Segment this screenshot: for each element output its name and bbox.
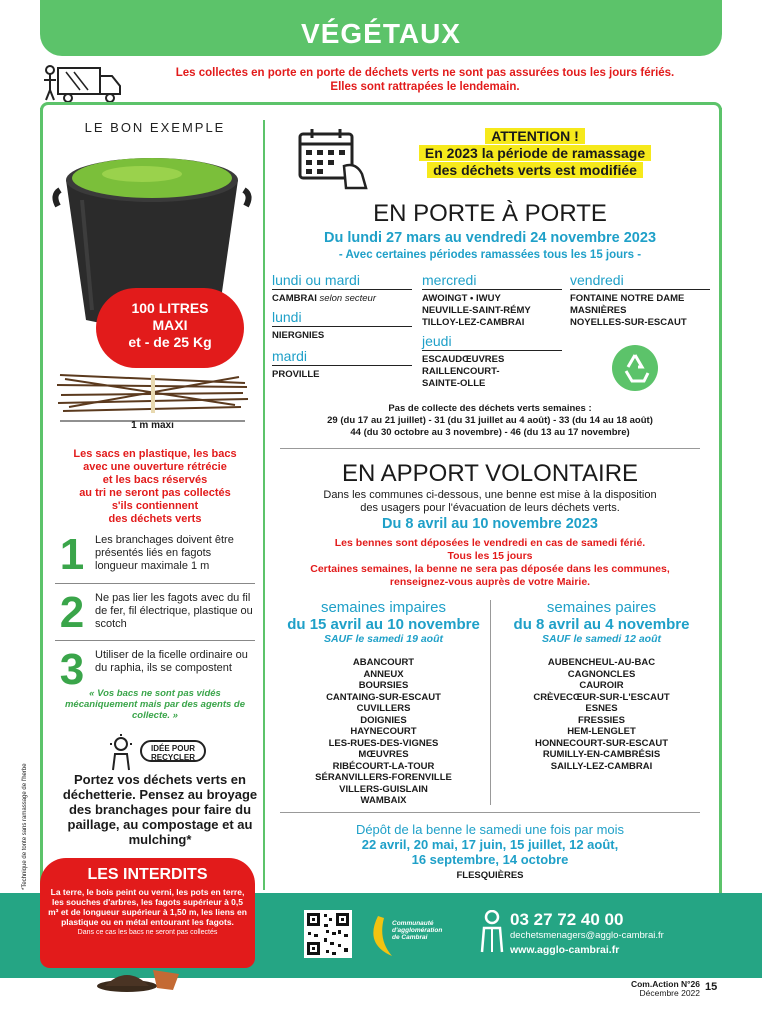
step-number: 2 [59,588,85,637]
contact-person-icon [478,910,506,954]
town: HEM-LENGLET [567,726,636,737]
town-list: ESCAUDŒUVRES RAILLENCOURT- SAINTE-OLLE [422,354,505,389]
interdits-title: LES INTERDITS [87,866,208,883]
town: CRÈVECŒUR-SUR-L'ESCAUT [533,691,670,703]
town: AUBENCHEUL-AU-BAC [547,657,656,668]
magazine-info: Com.Action N°26 Décembre 2022 [630,979,700,998]
step-separator [55,640,255,641]
step-1 [55,532,255,588]
step-number: 1 [59,530,85,579]
even-weeks-title: semaines paires [546,599,657,616]
apport-dates: Du 8 avril au 10 novembre 2023 [382,516,598,532]
town: MŒUVRES [358,749,409,760]
town: DOIGNIES [360,714,407,726]
town: CANTAING-SUR-ESCAUT [326,691,441,703]
website-link[interactable]: www.agglo-cambrai.fr [510,944,620,956]
porte-periods: - Avec certaines périodes ramassées tous les 15 jours - [338,249,642,261]
holiday-notice: Les collectes en porte en porte de déchets verts ne sont pas assurées tous les jours fériés. Elles sont rattrapées le lendemain. [175,67,675,93]
lightbulb-person-icon [104,734,138,772]
bon-exemple-label: LE BON EXEMPLE [84,120,226,135]
town: FRESSIES [578,714,625,726]
town: WAMBAIX [360,795,407,806]
town: SÉRANVILLERS-FORENVILLE [315,772,452,783]
weeks-divider [490,600,491,805]
even-weeks-column [494,600,709,772]
day-column-1 [272,272,412,385]
apport-description: Dans les communes ci-dessous, une benne est mise à la disposition des usagers pour l'évacuation de leurs déchets verts. [323,489,657,514]
page-title: VÉGÉTAUX [301,18,461,49]
portez-text: Portez vos déchets verts en déchetterie. Pensez au broyage des branchages pour faire du paillage, au compostage et au mulching* [62,772,258,847]
step-number: 3 [59,645,85,694]
porte-dates: Du lundi 27 mars au vendredi 24 novembre 2023 [323,230,657,246]
step-text: Les branchages doivent être présentés liés en fagots longueur maximale 1 m [95,534,234,572]
town: CAUROIR [579,680,624,691]
page-number: 15 [705,981,718,993]
step-text: Utiliser de la ficelle ordinaire ou du raphia, ils se compostent [95,649,248,674]
mulching-footnote: *Technique de tonte sans ramassage de l'herbe [22,763,28,890]
town: HAYNECOURT [350,726,417,737]
town: ABANCOURT [352,657,415,668]
town: CAGNONCLES [567,668,636,680]
qr-code-icon[interactable] [304,910,352,958]
town: PROVILLE [272,369,320,380]
day-column-2 [422,272,562,394]
odd-weeks-dates: du 15 avril au 10 novembre [287,616,480,633]
step-2 [55,590,255,646]
town-list: FONTAINE NOTRE DAME MASNIÈRES NOYELLES-SUR-ESCAUT [570,293,687,328]
town: VILLERS-GUISLAIN [339,783,428,795]
interdits-subtext: Dans ce cas les bacs ne seront pas collectés [77,929,218,936]
town: RIBÉCOURT-LA-TOUR [332,760,435,772]
day-column-3 [570,272,710,333]
day-heading: jeudi [422,333,562,351]
branch-bundle-image [55,365,250,425]
step-text: Ne pas lier les fagots avec du fil de fer, fil électrique, plastique ou scotch [95,592,253,630]
day-heading: mardi [272,348,412,366]
interdits-box [40,858,255,968]
town: ESNES [585,703,618,714]
even-weeks-dates: du 8 avril au 4 novembre [513,616,690,633]
email-link[interactable]: dechetsmenagers@agglo-cambrai.fr [510,930,664,941]
porte-a-porte-title: EN PORTE À PORTE [373,200,607,227]
recycle-icon [612,345,658,391]
attention-box: ATTENTION ! En 2023 la période de ramassage des déchets verts est modifiée [380,128,690,179]
day-heading: vendredi [570,272,710,290]
odd-weeks-column [276,600,491,807]
town: BOURSIES [358,680,409,691]
garbage-truck-icon [40,60,122,104]
section-divider [280,448,700,449]
fagot-length-label: 1 m maxi [131,420,174,431]
town: RUMILLY-EN-CAMBRÉSIS [542,749,661,760]
odd-weeks-title: semaines impaires [320,599,447,616]
no-collection-weeks: Pas de collecte des déchets verts semaines : 29 (du 17 au 21 juillet) - 31 (du 31 juillet au 4 août) - 33 (du 14 au 18 août) 44 (du 30 octobre au 3 novembre) - 46 (du 13 au 17 novembre) [327,403,653,438]
even-weeks-exception: SAUF le samedi 12 août [541,633,662,645]
plastic-bags-warning: Les sacs en plastique, les bacs avec une ouverture rétrécie et les bacs réservés au tri ne seront pas collectés s'ils contiennent des déchets verts [73,448,237,525]
town: LES-RUES-DES-VIGNES [328,737,439,749]
monthly-depot: Dépôt de la benne le samedi une fois par mois 22 avril, 20 mai, 17 juin, 15 juillet, 12 août, 16 septembre, 14 octobre [355,822,625,867]
agglo-logo-text: Communauté d'agglomération de Cambrai [392,920,443,941]
town: ANNEUX [363,668,404,680]
apport-volontaire-title: EN APPORT VOLONTAIRE [341,460,639,487]
depot-town: FLESQUIÈRES [456,870,524,881]
day-heading: lundi ou mardi [272,272,412,290]
step-separator [55,583,255,584]
town: NIERGNIES [272,330,325,341]
town: HONNECOURT-SUR-ESCAUT [535,737,668,749]
town: selon secteur [319,293,377,304]
apport-warnings: Les bennes sont déposées le vendredi en cas de samedi férié. Tous les 15 jours Certaines semaines, la benne ne sera pas déposée dans les communes, renseignez-vous auprès de votre Mairie. [310,537,670,588]
section-divider [280,812,700,813]
phone-number[interactable]: 03 27 72 40 00 [510,910,624,929]
odd-weeks-exception: SAUF le samedi 19 août [323,633,444,645]
capacity-badge: 100 LITRES MAXI et - de 25 Kg [96,288,244,368]
town-list: CAMBRAI selon secteur [272,293,377,304]
idee-recycler-tag: IDÉE POUR RECYCLER [140,740,206,762]
bacs-note: « Vos bacs ne sont pas vidés mécaniquement mais par des agents de collecte. » [64,688,246,721]
interdits-text: La terre, le bois peint ou verni, les pots en terre, les souches d'arbres, les fagots supérieur à 0,5 m³ et de longueur supérieur à 1,50 m, les liens en plastique ou en métal entourant les fagots. [48,887,247,927]
town: SAILLY-LEZ-CAMBRAI [550,760,653,772]
town-list: AWOINGT • IWUY NEUVILLE-SAINT-RÉMY TILLOY-LEZ-CAMBRAI [422,293,531,328]
calendar-icon [296,126,372,190]
town: CUVILLERS [356,703,411,714]
soil-pot-image [95,960,185,992]
day-heading: mercredi [422,272,562,290]
day-heading: lundi [272,309,412,327]
